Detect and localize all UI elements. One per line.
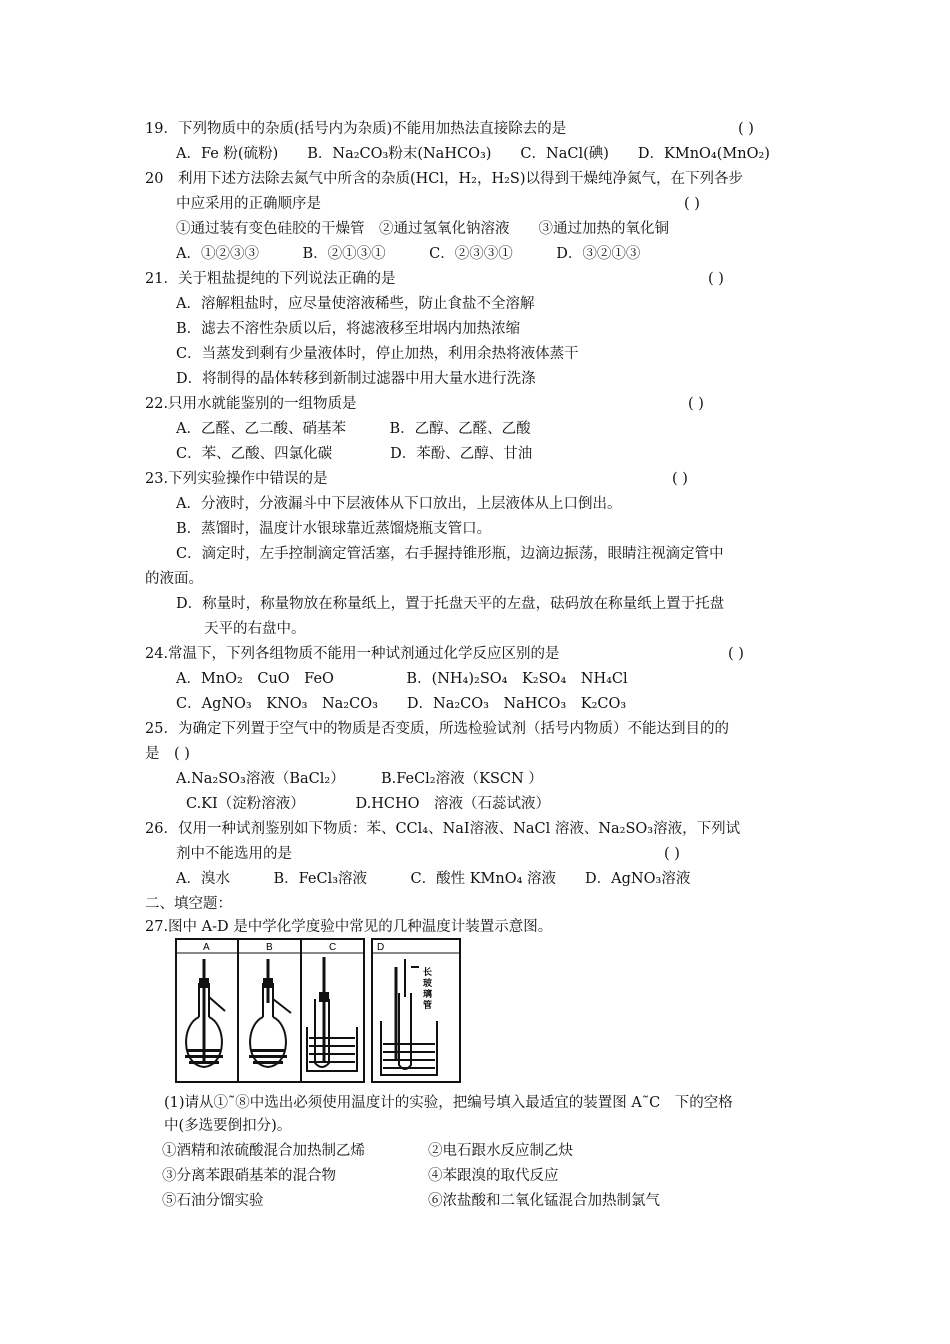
q24-stem: 24.常温下，下列各组物质不能用一种试剂通过化学反应区别的是 [145, 646, 560, 662]
q21-stem: 21．关于粗盐提纯的下列说法正确的是 [145, 271, 396, 287]
thermometer-apparatus-figure [175, 937, 463, 1085]
q26-options: A．溴水 B．FeCl₃溶液 C．酸性 KMnO₄ 溶液 D．AgNO₃溶液 [176, 871, 691, 887]
q27-sub1-continued: 中(多选要倒扣分)。 [164, 1118, 292, 1134]
q19-answer-paren: ( ) [738, 121, 754, 137]
q22-stem: 22.只用水就能鉴别的一组物质是 [145, 396, 357, 412]
q20-answer-paren: ( ) [684, 196, 700, 212]
q21-option-c: C．当蒸发到剩有少量液体时，停止加热，利用余热将液体蒸干 [176, 346, 579, 362]
section-heading: 二、填空题： [145, 896, 232, 912]
figure-label-c: C [329, 942, 337, 953]
q27-item-1: ①酒精和浓硫酸混合加热制乙烯 [162, 1143, 365, 1159]
q20-stem-continued: 中应采用的正确顺序是 [176, 196, 321, 212]
figure-label-d: D [377, 942, 385, 953]
q26-answer-paren: ( ) [664, 846, 680, 862]
q27-stem: 27.图中 A-D 是中学化学度验中常见的几种温度计装置示意图。 [145, 919, 553, 935]
q26-stem: 26．仅用一种试剂鉴别如下物质：苯、CCl₄、NaI溶液、NaCl 溶液、Na₂SO₃溶液，下列试 [145, 821, 741, 837]
apparatus-drawing [175, 937, 463, 1085]
q22-answer-paren: ( ) [688, 396, 704, 412]
q21-option-a: A．溶解粗盐时，应尽量使溶液稀些，防止食盐不全溶解 [176, 296, 535, 312]
q21-answer-paren: ( ) [708, 271, 724, 287]
q20-methods: ①通过装有变色硅胶的干燥管 ②通过氢氧化钠溶液 ③通过加热的氧化铜 [176, 221, 669, 237]
q23-option-a: A．分液时，分液漏斗中下层液体从下口放出，上层液体从上口倒出。 [176, 496, 622, 512]
q25-stem-continued: 是 ( ) [145, 746, 190, 762]
q27-item-5: ⑤石油分馏实验 [162, 1193, 264, 1209]
q21-option-d: D．将制得的晶体转移到新制过滤器中用大量水进行洗涤 [176, 371, 536, 387]
figure-label-b: B [266, 942, 273, 953]
q23-option-c-continued: 的液面。 [145, 571, 203, 587]
figure-label-a: A [203, 942, 210, 953]
q21-option-b: B．滤去不溶性杂质以后，将滤液移至坩埚内加热浓缩 [176, 321, 521, 337]
q24-options-row1: A．MnO₂ CuO FeO B．(NH₄)₂SO₄ K₂SO₄ NH₄Cl [176, 671, 628, 687]
q23-option-b: B．蒸馏时，温度计水银球靠近蒸馏烧瓶支管口。 [176, 521, 492, 537]
q27-item-6: ⑥浓盐酸和二氧化锰混合加热制氯气 [428, 1193, 660, 1209]
long-tube-label-3: 璃 [423, 990, 433, 1000]
apparatus-d-water [383, 1043, 435, 1069]
q27-item-3: ③分离苯跟硝基苯的混合物 [162, 1168, 336, 1184]
q25-options-row2: C.KI（淀粉溶液） D.HCHO 溶液（石蕊试液） [186, 796, 550, 812]
q23-option-d-continued: 天平的右盘中。 [204, 621, 306, 637]
q26-stem-continued: 剂中不能选用的是 [176, 846, 292, 862]
q20-options: A．①②③③ B．②①③① C．②③③① D．③②①③ [176, 246, 641, 262]
q27-sub1: (1)请从①˜⑧中选出必须使用温度计的实验，把编号填入最适宜的装置图 A˜C 下的空格 [164, 1095, 733, 1111]
q24-answer-paren: ( ) [728, 646, 744, 662]
q19-options: A．Fe 粉(硫粉) B．Na₂CO₃粉末(NaHCO₃) C．NaCl(碘) D．KMnO₄(MnO₂) [176, 146, 770, 162]
long-tube-label-2: 玻 [423, 979, 433, 989]
q23-option-c: C．滴定时，左手控制滴定管活塞，右手握持锥形瓶，边滴边振荡，眼睛注视滴定管中 [176, 546, 724, 562]
q27-item-2: ②电石跟水反应制乙炔 [428, 1143, 573, 1159]
q23-answer-paren: ( ) [672, 471, 688, 487]
apparatus-a-liquid [185, 1049, 223, 1064]
q22-options-row2: C．苯、乙酸、四氯化碳 D．苯酚、乙醇、甘油 [176, 446, 533, 462]
q25-stem: 25．为确定下列置于空气中的物质是否变质，所选检验试剂（括号内物质）不能达到目的的 [145, 721, 729, 737]
q22-options-row1: A．乙醛、乙二酸、硝基苯 B．乙醇、乙醛、乙酸 [176, 421, 531, 437]
long-tube-label-4: 管 [423, 1001, 433, 1011]
q20-stem: 20 利用下述方法除去氮气中所含的杂质(HCl，H₂，H₂S)以得到干燥纯净氮气，在下列各步 [145, 171, 743, 187]
apparatus-b-liquid [249, 1049, 287, 1064]
q27-item-4: ④苯跟溴的取代反应 [428, 1168, 559, 1184]
q24-options-row2: C．AgNO₃ KNO₃ Na₂CO₃ D．Na₂CO₃ NaHCO₃ K₂CO₃ [176, 696, 627, 712]
long-tube-label-1: 长 [423, 968, 433, 978]
q23-option-d: D．称量时，称量物放在称量纸上，置于托盘天平的左盘，砝码放在称量纸上置于托盘 [176, 596, 725, 612]
q23-stem: 23.下列实验操作中错误的是 [145, 471, 328, 487]
q25-options-row1: A.Na₂SO₃溶液（BaCl₂） B.FeCl₂溶液（KSCN ） [176, 771, 543, 787]
q19-stem: 19．下列物质中的杂质(括号内为杂质)不能用加热法直接除去的是 [145, 121, 567, 137]
